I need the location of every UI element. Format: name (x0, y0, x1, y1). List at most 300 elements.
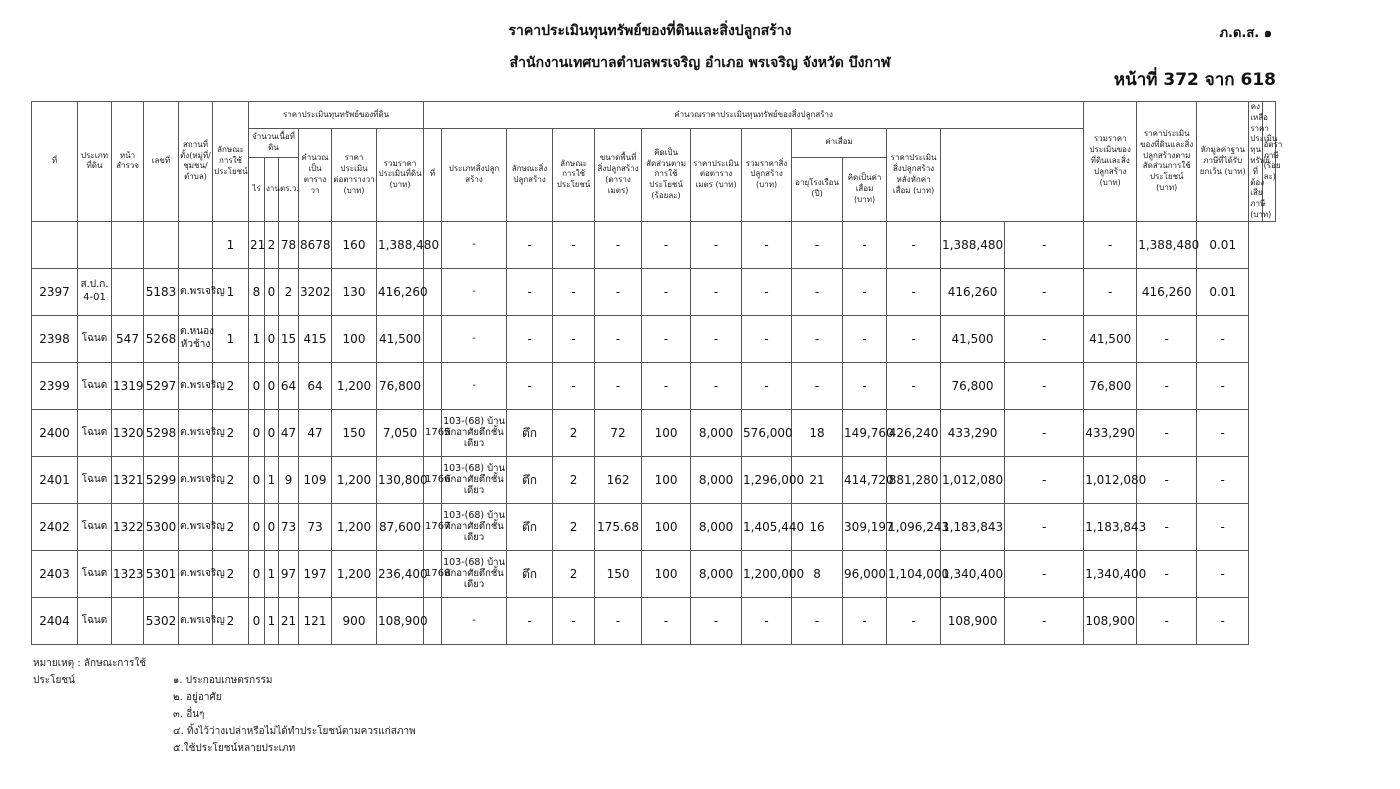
col-bldg-area: ขนาดพื้นที่สิ่งปลูกสร้าง (ตารางเมตร) (595, 129, 642, 222)
table-row (32, 362, 1276, 409)
page-info: หน้าที่ 372 จาก 618 (1113, 70, 1276, 90)
col-rai: ไร่ (249, 157, 265, 221)
cell-use-pct: - (642, 362, 691, 409)
cell-land-type: โฉนด (78, 550, 112, 597)
col-no: ที่ (32, 102, 78, 222)
cell-bldg-net: - (887, 597, 941, 644)
table-row (32, 221, 1276, 268)
cell-bldg-kind: - (507, 315, 553, 362)
cell-ngan: 0 (265, 503, 279, 550)
cell-taxable: - (1137, 550, 1197, 597)
cell-tax-rate: - (1197, 315, 1249, 362)
col-use-pct: คิดเป็นสัดส่วนตามการใช้ประโยชน์ (ร้อยละ) (642, 129, 691, 222)
cell-bldg-total: 1,405,440 (742, 503, 792, 550)
cell-mixed-value: - (1005, 597, 1084, 644)
cell-exempt: - (1084, 221, 1137, 268)
cell-bldg-use: - (553, 221, 595, 268)
document-subtitle: สำนักงานเทศบาลตำบลพรเจริญ อำเภอ พรเจริญ จังหวัด บึงกาฬ (509, 55, 891, 71)
cell-tax-rate: - (1197, 503, 1249, 550)
cell-price-per-wa: 160 (332, 221, 377, 268)
cell-no: 2397 (32, 268, 78, 315)
cell-rai: 8 (249, 268, 265, 315)
cell-ngan: 2 (265, 221, 279, 268)
group-depreciation: ค่าเสื่อม (792, 129, 887, 158)
cell-bldg-kind: ตึก (507, 503, 553, 550)
table-row (32, 597, 1276, 644)
cell-bldg-type: - (442, 221, 507, 268)
cell-no: 2398 (32, 315, 78, 362)
cell-age: - (792, 221, 843, 268)
cell-price-per-m2: 8,000 (691, 456, 742, 503)
cell-bldg-no (424, 315, 442, 362)
cell-land-total: 7,050 (377, 409, 424, 456)
cell-tax-rate: 0.01 (1197, 268, 1249, 315)
group-land-value: ราคาประเมินทุนทรัพย์ของที่ดิน (249, 102, 424, 129)
cell-grand-total: 416,260 (941, 268, 1005, 315)
cell-land-use: 1 (213, 315, 249, 362)
cell-mixed-value: - (1005, 456, 1084, 503)
cell-land-no: 5298 (144, 409, 179, 456)
cell-bldg-kind: - (507, 268, 553, 315)
note-item: ๕.ใช้ประโยชน์หลายประเภท (173, 743, 296, 754)
cell-sqwa-total: 47 (299, 409, 332, 456)
cell-depr-amount: - (843, 221, 887, 268)
cell-land-use: 2 (213, 456, 249, 503)
cell-price-per-m2: - (691, 268, 742, 315)
col-land-use: ลักษณะการใช้ประโยชน์ (213, 102, 249, 222)
cell-sqwa-total: 197 (299, 550, 332, 597)
cell-bldg-no: 1766 (424, 456, 442, 503)
cell-location: ต.พรเจริญ (179, 550, 213, 597)
cell-ngan: 0 (265, 409, 279, 456)
cell-bldg-area: 72 (595, 409, 642, 456)
cell-land-no: 5297 (144, 362, 179, 409)
cell-survey-page: 547 (112, 315, 144, 362)
cell-price-per-wa: 900 (332, 597, 377, 644)
col-age: อายุโรงเรือน (ปี) (792, 157, 843, 221)
cell-wa: 78 (279, 221, 299, 268)
cell-land-total: 416,260 (377, 268, 424, 315)
cell-age: 8 (792, 550, 843, 597)
cell-use-pct: - (642, 268, 691, 315)
cell-land-no: 5300 (144, 503, 179, 550)
cell-bldg-area: - (595, 315, 642, 362)
cell-sqwa-total: 73 (299, 503, 332, 550)
cell-location (179, 221, 213, 268)
cell-tax-rate: - (1197, 550, 1249, 597)
cell-price-per-wa: 150 (332, 409, 377, 456)
col-bldg-type: ประเภทสิ่งปลูกสร้าง (442, 129, 507, 222)
col-depr-amount: คิดเป็นค่าเสื่อม (บาท) (843, 157, 887, 221)
cell-bldg-no (424, 362, 442, 409)
cell-survey-page: 1319 (112, 362, 144, 409)
cell-price-per-wa: 1,200 (332, 503, 377, 550)
cell-depr-amount: - (843, 597, 887, 644)
cell-grand-total: 1,388,480 (941, 221, 1005, 268)
cell-land-no: 5302 (144, 597, 179, 644)
cell-price-per-wa: 100 (332, 315, 377, 362)
cell-grand-total: 108,900 (941, 597, 1005, 644)
col-grand-total: รวมราคาประเมินของที่ดินและสิ่งปลูกสร้าง (บาท) (1084, 102, 1137, 222)
cell-age: - (792, 597, 843, 644)
cell-land-use: 2 (213, 362, 249, 409)
cell-survey-page: 1321 (112, 456, 144, 503)
table-body (32, 221, 1276, 644)
col-bldg-no: ที่ (424, 129, 442, 222)
cell-tax-rate: - (1197, 456, 1249, 503)
cell-rai: 0 (249, 597, 265, 644)
cell-price-per-m2: 8,000 (691, 409, 742, 456)
cell-age: 18 (792, 409, 843, 456)
cell-bldg-area: - (595, 221, 642, 268)
cell-bldg-type: - (442, 268, 507, 315)
cell-land-total: 130,800 (377, 456, 424, 503)
cell-bldg-use: 2 (553, 503, 595, 550)
cell-location: ต.พรเจริญ (179, 409, 213, 456)
cell-bldg-total: - (742, 362, 792, 409)
cell-bldg-net: - (887, 315, 941, 362)
cell-location: ต.พรเจริญ (179, 268, 213, 315)
cell-land-use: 2 (213, 597, 249, 644)
cell-ngan: 0 (265, 315, 279, 362)
cell-price-per-m2: - (691, 221, 742, 268)
cell-bldg-kind: ตึก (507, 409, 553, 456)
cell-exempt: 1,012,080 (1084, 456, 1137, 503)
cell-bldg-total: - (742, 315, 792, 362)
note-item: ๓. อื่นๆ (173, 709, 205, 720)
table-row (32, 268, 1276, 315)
cell-bldg-net: - (887, 268, 941, 315)
group-land-area: จำนวนเนื้อที่ดิน (249, 129, 299, 158)
table-row (32, 503, 1276, 550)
col-wa: ตร.ว. (279, 157, 299, 221)
cell-taxable: - (1137, 362, 1197, 409)
cell-price-per-m2: 8,000 (691, 503, 742, 550)
cell-bldg-total: 1,200,000 (742, 550, 792, 597)
cell-rai: 0 (249, 456, 265, 503)
cell-age: 21 (792, 456, 843, 503)
col-bldg-total: รวมราคาสิ่งปลูกสร้าง (บาท) (742, 129, 792, 222)
cell-price-per-wa: 1,200 (332, 456, 377, 503)
cell-survey-page (112, 597, 144, 644)
cell-price-per-wa: 1,200 (332, 550, 377, 597)
cell-depr-amount: - (843, 362, 887, 409)
notes-label: หมายเหตุ : ลักษณะการใช้ประโยชน์ (33, 658, 147, 686)
cell-wa: 21 (279, 597, 299, 644)
cell-use-pct: 100 (642, 503, 691, 550)
cell-price-per-m2: 8,000 (691, 550, 742, 597)
cell-land-total: 236,400 (377, 550, 424, 597)
col-bldg-net: ราคาประเมินสิ่งปลูกสร้างหลังหักค่าเสื่อม (บาท) (887, 129, 941, 222)
cell-taxable: - (1137, 597, 1197, 644)
cell-wa: 97 (279, 550, 299, 597)
cell-ngan: 1 (265, 597, 279, 644)
cell-survey-page (112, 268, 144, 315)
cell-wa: 64 (279, 362, 299, 409)
cell-bldg-use: 2 (553, 409, 595, 456)
cell-land-no: 5183 (144, 268, 179, 315)
cell-bldg-kind: - (507, 597, 553, 644)
cell-price-per-m2: - (691, 315, 742, 362)
cell-taxable: 416,260 (1137, 268, 1197, 315)
cell-survey-page: 1320 (112, 409, 144, 456)
cell-exempt: 41,500 (1084, 315, 1137, 362)
cell-bldg-kind: - (507, 221, 553, 268)
cell-land-use: 1 (213, 268, 249, 315)
cell-location: ต.พรเจริญ (179, 456, 213, 503)
cell-sqwa-total: 3202 (299, 268, 332, 315)
cell-price-per-wa: 1,200 (332, 362, 377, 409)
group-building-value: คำนวณราคาประเมินทุนทรัพย์ของสิ่งปลูกสร้าง (424, 102, 1084, 129)
col-price-per-m2: ราคาประเมินต่อตารางเมตร (บาท) (691, 129, 742, 222)
col-survey-page: หน้าสำรวจ (112, 102, 144, 222)
col-land-no: เลขที่ (144, 102, 179, 222)
cell-depr-amount: 96,000 (843, 550, 887, 597)
cell-land-no: 5268 (144, 315, 179, 362)
cell-use-pct: 100 (642, 456, 691, 503)
cell-grand-total: 1,012,080 (941, 456, 1005, 503)
col-exempt: หักมูลค่าฐานภาษีที่ได้รับยกเว้น (บาท) (1197, 102, 1249, 222)
col-mixed-value: ราคาประเมินของที่ดินและสิ่งปลูกสร้างตามสัดส่วนการใช้ประโยชน์ (บาท) (1137, 102, 1197, 222)
cell-no: 2400 (32, 409, 78, 456)
cell-mixed-value: - (1005, 221, 1084, 268)
cell-use-pct: 100 (642, 550, 691, 597)
col-bldg-use: ลักษณะการใช้ประโยชน์ (553, 129, 595, 222)
cell-age: - (792, 315, 843, 362)
document-title: ราคาประเมินทุนทรัพย์ของที่ดินและสิ่งปลูกสร้าง (508, 23, 792, 39)
cell-bldg-use: - (553, 268, 595, 315)
cell-bldg-type: 103-(68) บ้านพักอาศัยตึกชั้นเดียว (442, 550, 507, 597)
cell-use-pct: - (642, 315, 691, 362)
cell-tax-rate: 0.01 (1197, 221, 1249, 268)
cell-bldg-type: 103-(68) บ้านพักอาศัยตึกชั้นเดียว (442, 456, 507, 503)
cell-bldg-use: - (553, 315, 595, 362)
cell-rai: 0 (249, 362, 265, 409)
cell-land-type: โฉนด (78, 315, 112, 362)
cell-tax-rate: - (1197, 597, 1249, 644)
cell-bldg-kind: ตึก (507, 456, 553, 503)
cell-sqwa-total: 64 (299, 362, 332, 409)
cell-bldg-total: - (742, 221, 792, 268)
table-row (32, 550, 1276, 597)
cell-taxable: - (1137, 409, 1197, 456)
cell-survey-page (112, 221, 144, 268)
cell-land-total: 108,900 (377, 597, 424, 644)
cell-mixed-value: - (1005, 315, 1084, 362)
cell-no (32, 221, 78, 268)
cell-price-per-wa: 130 (332, 268, 377, 315)
cell-depr-amount: - (843, 315, 887, 362)
cell-sqwa-total: 8678 (299, 221, 332, 268)
cell-mixed-value: - (1005, 268, 1084, 315)
cell-land-type: ส.ป.ก. 4-01 (78, 268, 112, 315)
cell-age: - (792, 268, 843, 315)
cell-bldg-no: 1765 (424, 409, 442, 456)
cell-bldg-area: - (595, 362, 642, 409)
cell-bldg-area: 162 (595, 456, 642, 503)
cell-use-pct: 100 (642, 409, 691, 456)
cell-land-total: 87,600 (377, 503, 424, 550)
cell-location: ต.พรเจริญ (179, 503, 213, 550)
form-code: ภ.ด.ส. ๑ (1219, 26, 1272, 41)
table-row (32, 409, 1276, 456)
cell-grand-total: 76,800 (941, 362, 1005, 409)
cell-price-per-m2: - (691, 362, 742, 409)
cell-land-type (78, 221, 112, 268)
cell-bldg-net: 426,240 (887, 409, 941, 456)
cell-exempt: 433,290 (1084, 409, 1137, 456)
col-tax-rate: อัตราภาษี (ร้อยละ) (1262, 102, 1275, 222)
cell-bldg-kind: ตึก (507, 550, 553, 597)
cell-exempt: 1,183,843 (1084, 503, 1137, 550)
cell-survey-page: 1322 (112, 503, 144, 550)
cell-rai: 21 (249, 221, 265, 268)
cell-bldg-area: 150 (595, 550, 642, 597)
cell-wa: 9 (279, 456, 299, 503)
cell-no: 2399 (32, 362, 78, 409)
cell-taxable: - (1137, 456, 1197, 503)
cell-land-use: 2 (213, 503, 249, 550)
col-taxable: คงเหลือราคาประเมินทุนทรัพย์ที่ต้องเสียภาษี (บาท) (1249, 102, 1262, 222)
cell-bldg-no: 1768 (424, 550, 442, 597)
cell-sqwa-total: 109 (299, 456, 332, 503)
cell-survey-page: 1323 (112, 550, 144, 597)
cell-no: 2403 (32, 550, 78, 597)
cell-no: 2401 (32, 456, 78, 503)
cell-land-use: 1 (213, 221, 249, 268)
cell-bldg-type: 103-(68) บ้านพักอาศัยตึกชั้นเดียว (442, 503, 507, 550)
cell-grand-total: 1,340,400 (941, 550, 1005, 597)
cell-rai: 1 (249, 315, 265, 362)
cell-bldg-net: 881,280 (887, 456, 941, 503)
note-item: ๔. ทิ้งไว้ว่างเปล่าหรือไม่ได้ทำประโยชน์ตามควรแก่สภาพ (173, 726, 416, 737)
cell-exempt: 108,900 (1084, 597, 1137, 644)
cell-wa: 15 (279, 315, 299, 362)
cell-location: ต.พรเจริญ (179, 362, 213, 409)
cell-bldg-no: 1767 (424, 503, 442, 550)
col-ngan: งาน (265, 157, 279, 221)
cell-bldg-use: - (553, 597, 595, 644)
cell-bldg-type: - (442, 362, 507, 409)
cell-bldg-total: - (742, 268, 792, 315)
col-bldg-kind: ลักษณะสิ่งปลูกสร้าง (507, 129, 553, 222)
cell-location: ต.พรเจริญ (179, 597, 213, 644)
notes (33, 655, 416, 757)
cell-wa: 47 (279, 409, 299, 456)
cell-land-type: โฉนด (78, 456, 112, 503)
cell-sqwa-total: 121 (299, 597, 332, 644)
cell-bldg-net: 1,104,000 (887, 550, 941, 597)
cell-bldg-area: - (595, 268, 642, 315)
cell-bldg-net: - (887, 221, 941, 268)
cell-tax-rate: - (1197, 409, 1249, 456)
cell-land-no: 5301 (144, 550, 179, 597)
assessment-table (31, 101, 1283, 645)
cell-taxable: - (1137, 503, 1197, 550)
cell-wa: 2 (279, 268, 299, 315)
cell-ngan: 0 (265, 268, 279, 315)
cell-mixed-value: - (1005, 362, 1084, 409)
cell-depr-amount: 309,197 (843, 503, 887, 550)
cell-bldg-type: - (442, 315, 507, 362)
cell-rai: 0 (249, 409, 265, 456)
cell-land-no (144, 221, 179, 268)
cell-ngan: 1 (265, 550, 279, 597)
cell-bldg-total: 1,296,000 (742, 456, 792, 503)
cell-land-use: 2 (213, 409, 249, 456)
cell-land-type: โฉนด (78, 362, 112, 409)
cell-rai: 0 (249, 550, 265, 597)
cell-age: - (792, 362, 843, 409)
col-land-total: รวมราคาประเมินที่ดิน (บาท) (377, 129, 424, 222)
cell-ngan: 0 (265, 362, 279, 409)
cell-bldg-total: 576,000 (742, 409, 792, 456)
cell-grand-total: 433,290 (941, 409, 1005, 456)
cell-grand-total: 41,500 (941, 315, 1005, 362)
cell-ngan: 1 (265, 456, 279, 503)
cell-land-no: 5299 (144, 456, 179, 503)
cell-exempt: - (1084, 268, 1137, 315)
cell-bldg-net: 1,096,243 (887, 503, 941, 550)
cell-use-pct: - (642, 221, 691, 268)
cell-bldg-area: - (595, 597, 642, 644)
cell-bldg-type: 103-(68) บ้านพักอาศัยตึกชั้นเดียว (442, 409, 507, 456)
cell-no: 2402 (32, 503, 78, 550)
cell-land-use: 2 (213, 550, 249, 597)
cell-wa: 73 (279, 503, 299, 550)
cell-no: 2404 (32, 597, 78, 644)
table-row (32, 315, 1276, 362)
note-item: ๑. ประกอบเกษตรกรรม (173, 675, 273, 686)
cell-rai: 0 (249, 503, 265, 550)
cell-land-total: 41,500 (377, 315, 424, 362)
note-item: ๒. อยู่อาศัย (173, 692, 222, 703)
cell-bldg-use: 2 (553, 456, 595, 503)
cell-exempt: 1,340,400 (1084, 550, 1137, 597)
cell-bldg-use: 2 (553, 550, 595, 597)
cell-location: ต.หนองหัวช้าง (179, 315, 213, 362)
cell-bldg-kind: - (507, 362, 553, 409)
cell-use-pct: - (642, 597, 691, 644)
cell-price-per-m2: - (691, 597, 742, 644)
col-price-per-wa: ราคาประเมินต่อตารางวา (บาท) (332, 129, 377, 222)
table-row (32, 456, 1276, 503)
col-sqwa-total: คำนวณเป็นตารางวา (299, 129, 332, 222)
cell-bldg-total: - (742, 597, 792, 644)
cell-land-total: 1,388,480 (377, 221, 424, 268)
cell-mixed-value: - (1005, 550, 1084, 597)
cell-bldg-area: 175.68 (595, 503, 642, 550)
col-location: สถานที่ตั้ง(หมู่ที่/ชุมชน/ตำบล) (179, 102, 213, 222)
cell-land-type: โฉนด (78, 503, 112, 550)
cell-exempt: 76,800 (1084, 362, 1137, 409)
cell-bldg-type: - (442, 597, 507, 644)
cell-mixed-value: - (1005, 409, 1084, 456)
cell-land-type: โฉนด (78, 597, 112, 644)
cell-taxable: - (1137, 315, 1197, 362)
cell-mixed-value: - (1005, 503, 1084, 550)
cell-depr-amount: 149,760 (843, 409, 887, 456)
cell-bldg-use: - (553, 362, 595, 409)
cell-taxable: 1,388,480 (1137, 221, 1197, 268)
cell-grand-total: 1,183,843 (941, 503, 1005, 550)
col-land-type: ประเภทที่ดิน (78, 102, 112, 222)
cell-age: 16 (792, 503, 843, 550)
cell-depr-amount: - (843, 268, 887, 315)
cell-bldg-net: - (887, 362, 941, 409)
cell-land-type: โฉนด (78, 409, 112, 456)
cell-sqwa-total: 415 (299, 315, 332, 362)
